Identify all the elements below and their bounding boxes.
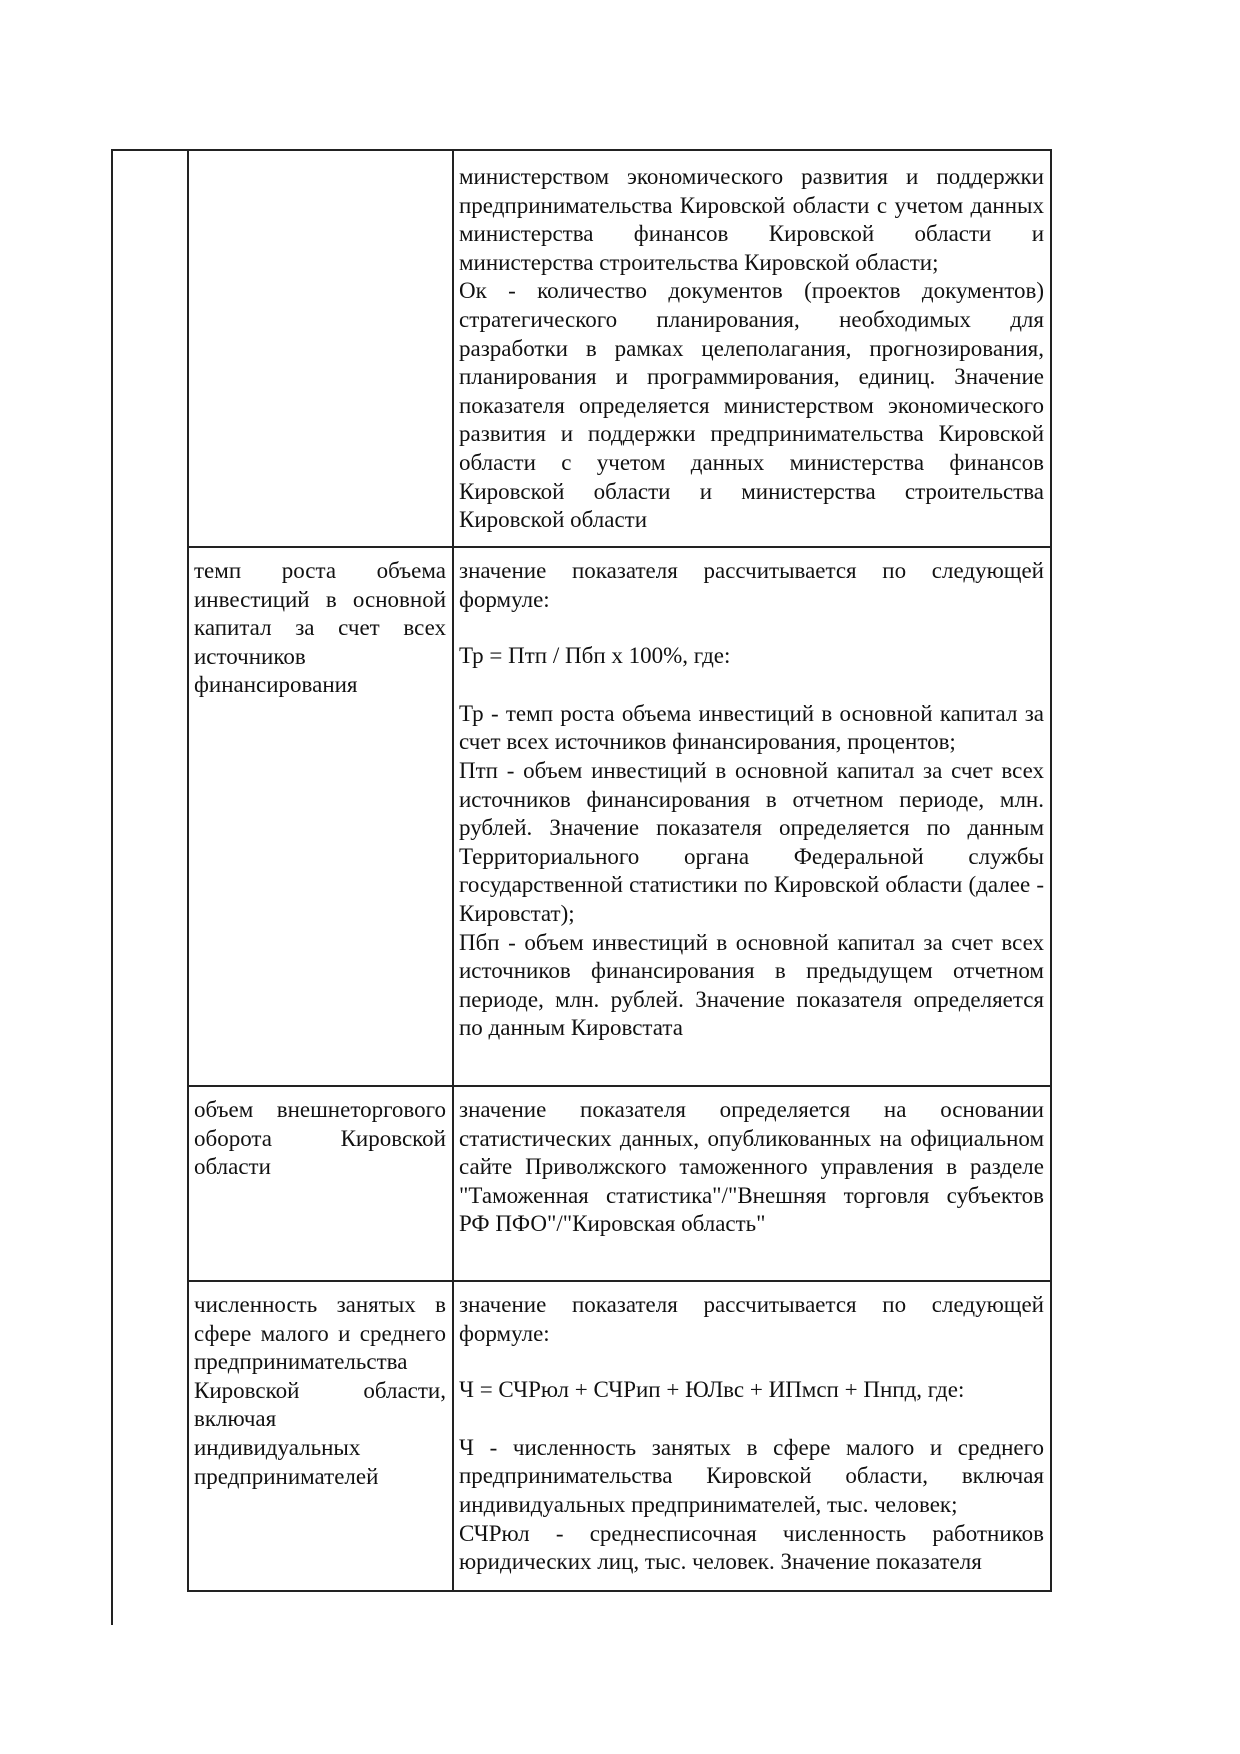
column-divider-2 xyxy=(452,149,454,1591)
row-divider-2 xyxy=(187,1085,1052,1087)
row2-method-para-1: Тр - темп роста объема инвестиций в основной капитал за счет всех источников финансирования, процентов; xyxy=(459,700,1044,755)
row2-indicator-text: темп роста объема инвестиций в основной капитал за счет всех источников финансирования xyxy=(194,558,446,698)
row3-method-para-1: значение показателя определяется на основании статистических данных, опубликованных на официальном сайте Приволжского таможенного управления в разделе "Таможенная статистика"/"Внешняя торговля субъектов РФ ПФО"/"Кировская область" xyxy=(459,1097,1044,1237)
table-border-right xyxy=(1050,149,1052,1591)
row3-indicator-cell xyxy=(194,1096,446,1182)
table-border-bottom xyxy=(187,1590,1052,1592)
row2-method-intro: значение показателя рассчитывается по следующей формуле: xyxy=(459,558,1044,612)
table-border-left xyxy=(111,149,113,1625)
row3-method-cell xyxy=(459,1096,1044,1239)
row2-indicator-cell xyxy=(194,557,446,700)
row4-indicator-cell xyxy=(194,1291,446,1491)
row2-method-para-3: Пбп - объем инвестиций в основной капитал за счет всех источников финансирования в предыдущем отчетном периоде, млн. рублей. Значение показателя определяется по данным Кировстата xyxy=(459,929,1044,1041)
row2-method-para-2: Птп - объем инвестиций в основной капитал за счет всех источников финансирования в отчетном периоде, млн. рублей. Значение показателя определяется по данным Территориального органа Федеральной службы государственной статистики по Кировской области (далее - Кировстат); xyxy=(459,757,1044,926)
row1-method-para-1: министерством экономического развития и поддержки предпринимательства Кировской области с учетом данных министерства финансов Кировской области и министерства строительства Кировской области; xyxy=(459,164,1044,275)
row3-indicator-text: объем внешнеторгового оборота Кировской области xyxy=(194,1097,446,1180)
column-divider-1 xyxy=(187,149,189,1591)
row1-method-cell xyxy=(459,163,1044,535)
row2-method-cell xyxy=(459,557,1044,1043)
row4-method-intro: значение показателя рассчитывается по следующей формуле: xyxy=(459,1292,1044,1346)
table-border-top xyxy=(111,149,1052,151)
row4-method-cell xyxy=(459,1291,1044,1577)
row2-formula: Тр = Птп / Пбп x 100%, где: xyxy=(459,643,731,669)
row4-formula: Ч = СЧРюл + СЧРип + ЮЛвс + ИПмсп + Пнпд, где: xyxy=(459,1377,965,1403)
row1-method-para-2: Ок - количество документов (проектов документов) стратегического планирования, необходимых для разработки в рамках целеполагания, прогнозирования, планирования и программирования, единиц. Значение показателя определяется министерством экономического развития и поддержки предпринимательства Кировской области с учетом данных министерства финансов Кировской области и министерства строительства Кировской области xyxy=(459,278,1044,533)
row4-method-para-2: СЧРюл - среднесписочная численность работников юридических лиц, тыс. человек. Значение показателя xyxy=(459,1520,1044,1575)
row-divider-3 xyxy=(187,1280,1052,1282)
row4-method-para-1: Ч - численность занятых в сфере малого и среднего предпринимательства Кировской области, включая индивидуальных предпринимателей, тыс. человек; xyxy=(459,1434,1044,1517)
row-divider-1 xyxy=(187,546,1052,548)
row4-indicator-text: численность занятых в сфере малого и среднего предпринимательства Кировской области, включая индивидуальных предпринимателей xyxy=(194,1292,446,1489)
